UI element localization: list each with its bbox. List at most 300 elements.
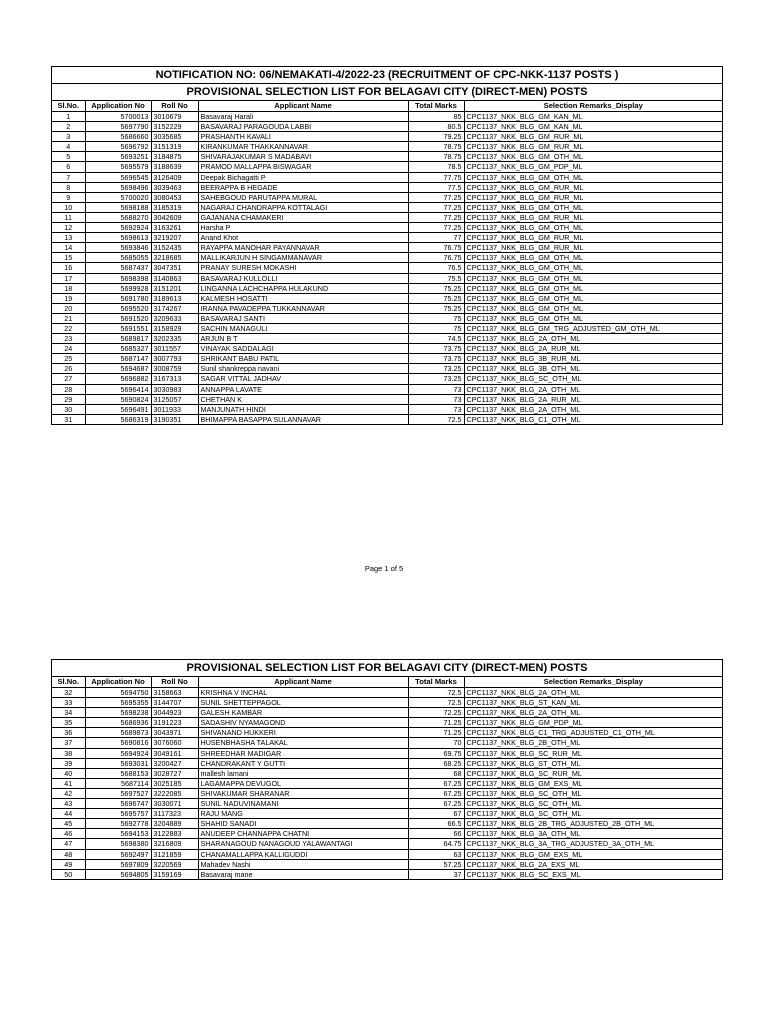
selection-remarks-cell: CPC1137_NKK_BLG_2A_OTH_ML (464, 384, 722, 394)
col-total-marks: Total Marks (408, 101, 464, 112)
total-marks-cell: 78.75 (408, 142, 464, 152)
page-1-sheet (51, 66, 723, 425)
table-row (52, 839, 722, 849)
roll-no-cell: 3049161 (151, 748, 198, 758)
applicant-name-cell: LINGANNA LACHCHAPPA HULAKUND (198, 283, 408, 293)
applicant-name-cell: CHANDRAKANT Y GUTTI (198, 758, 408, 768)
application-no-cell: 5698380 (85, 839, 151, 849)
applicant-name-cell: SAHEBGOUD PARUTAPPA MURAL (198, 192, 408, 202)
applicant-name-cell: IRANNA PAVADEPPA TUKKANNAVAR (198, 303, 408, 313)
table-row (52, 374, 722, 384)
total-marks-cell: 77.25 (408, 192, 464, 202)
sl-no-cell: 29 (52, 394, 85, 404)
application-no-cell: 5695520 (85, 303, 151, 313)
applicant-name-cell: BHIMAPPA BASAPPA SULANNAVAR (198, 414, 408, 424)
roll-no-cell: 3122883 (151, 829, 198, 839)
table-header-row (52, 101, 722, 112)
application-no-cell: 5697809 (85, 859, 151, 869)
total-marks-cell: 76.5 (408, 263, 464, 273)
roll-no-cell: 3011933 (151, 404, 198, 414)
total-marks-cell: 73 (408, 404, 464, 414)
page-number: Page 1 of 5 (364, 564, 404, 573)
table-row (52, 172, 722, 182)
roll-no-cell: 3222085 (151, 788, 198, 798)
selection-remarks-cell: CPC1137_NKK_BLG_2A_OTH_ML (464, 688, 722, 698)
applicant-name-cell: mallesh lamani (198, 768, 408, 778)
sl-no-cell: 1 (52, 112, 85, 122)
application-no-cell: 5686319 (85, 414, 151, 424)
selection-remarks-cell: CPC1137_NKK_BLG_SC_OTH_ML (464, 374, 722, 384)
table-row (52, 809, 722, 819)
selection-remarks-cell: CPC1137_NKK_BLG_GM_RUR_ML (464, 132, 722, 142)
sl-no-cell: 31 (52, 414, 85, 424)
sl-no-cell: 6 (52, 162, 85, 172)
table-row (52, 354, 722, 364)
total-marks-cell: 71.25 (408, 728, 464, 738)
application-no-cell: 5694805 (85, 869, 151, 879)
selection-remarks-cell: CPC1137_NKK_BLG_SC_EXS_ML (464, 869, 722, 879)
selection-remarks-cell: CPC1137_NKK_BLG_GM_RUR_ML (464, 212, 722, 222)
application-no-cell: 5697527 (85, 788, 151, 798)
table-row (52, 253, 722, 263)
table-row (52, 869, 722, 879)
total-marks-cell: 64.75 (408, 839, 464, 849)
applicant-name-cell: MALLIKARJUN H SINGAMMANAVAR (198, 253, 408, 263)
application-no-cell: 5699928 (85, 283, 151, 293)
roll-no-cell: 3158663 (151, 688, 198, 698)
selection-remarks-cell: CPC1137_NKK_BLG_2B_TRG_ADJUSTED_2B_OTH_ML (464, 819, 722, 829)
roll-no-cell: 3188639 (151, 162, 198, 172)
application-no-cell: 5692497 (85, 849, 151, 859)
applicant-name-cell: BASAVARAJ SANTI (198, 313, 408, 323)
total-marks-cell: 79.25 (408, 132, 464, 142)
applicant-name-cell: SADASHIV NYAMAGOND (198, 718, 408, 728)
applicant-name-cell: CHETHAN K (198, 394, 408, 404)
selection-remarks-cell: CPC1137_NKK_BLG_GM_OTH_ML (464, 303, 722, 313)
total-marks-cell: 78.75 (408, 152, 464, 162)
col-roll-no: Roll No (151, 677, 198, 688)
sl-no-cell: 25 (52, 354, 85, 364)
table-row (52, 273, 722, 283)
applicant-name-cell: GAJANANA CHAMAKERI (198, 212, 408, 222)
table-row (52, 223, 722, 233)
sl-no-cell: 18 (52, 283, 85, 293)
roll-no-cell: 3152435 (151, 243, 198, 253)
sl-no-cell: 40 (52, 768, 85, 778)
applicant-name-cell: SUNIL NADUVINAMANI (198, 799, 408, 809)
page-2-sheet (51, 659, 723, 880)
selection-remarks-cell: CPC1137_NKK_BLG_SC_OTH_ML (464, 799, 722, 809)
roll-no-cell: 3010679 (151, 112, 198, 122)
application-no-cell: 5696882 (85, 374, 151, 384)
applicant-name-cell: SHARANAGOUD NANAGOUD YALAWANTAGI (198, 839, 408, 849)
sl-no-cell: 39 (52, 758, 85, 768)
table-row (52, 313, 722, 323)
application-no-cell: 5693031 (85, 758, 151, 768)
application-no-cell: 5693251 (85, 152, 151, 162)
table-row (52, 334, 722, 344)
total-marks-cell: 75.25 (408, 283, 464, 293)
application-no-cell: 5697790 (85, 122, 151, 132)
sl-no-cell: 32 (52, 688, 85, 698)
roll-no-cell: 3220569 (151, 859, 198, 869)
roll-no-cell: 3121859 (151, 849, 198, 859)
total-marks-cell: 72.5 (408, 688, 464, 698)
selection-remarks-cell: CPC1137_NKK_BLG_3A_TRG_ADJUSTED_3A_OTH_ML (464, 839, 722, 849)
selection-table-page-2 (52, 677, 722, 879)
selection-remarks-cell: CPC1137_NKK_BLG_GM_RUR_ML (464, 192, 722, 202)
application-no-cell: 5695757 (85, 809, 151, 819)
application-no-cell: 5696747 (85, 799, 151, 809)
sl-no-cell: 2 (52, 122, 85, 132)
applicant-name-cell: SHRIKANT BABU PATIL (198, 354, 408, 364)
sl-no-cell: 33 (52, 698, 85, 708)
total-marks-cell: 73 (408, 394, 464, 404)
applicant-name-cell: SUNIL SHETTEPPAGOL (198, 698, 408, 708)
application-no-cell: 5696491 (85, 404, 151, 414)
applicant-name-cell: ANNAPPA LAVATE (198, 384, 408, 394)
applicant-name-cell: Deepak Bichagatti P (198, 172, 408, 182)
table-row (52, 829, 722, 839)
applicant-name-cell: HUSENBHASHA TALAKAL (198, 738, 408, 748)
applicant-name-cell: SHAHID SANADI (198, 819, 408, 829)
selection-remarks-cell: CPC1137_NKK_BLG_2A_RUR_ML (464, 394, 722, 404)
sl-no-cell: 4 (52, 142, 85, 152)
table-row (52, 414, 722, 424)
selection-remarks-cell: CPC1137_NKK_BLG_GM_RUR_ML (464, 142, 722, 152)
selection-remarks-cell: CPC1137_NKK_BLG_GM_OTH_ML (464, 202, 722, 212)
table-row (52, 768, 722, 778)
application-no-cell: 5695579 (85, 162, 151, 172)
application-no-cell: 5693846 (85, 243, 151, 253)
applicant-name-cell: GALESH KAMBAR (198, 708, 408, 718)
application-no-cell: 5698188 (85, 202, 151, 212)
total-marks-cell: 78.5 (408, 162, 464, 172)
sl-no-cell: 19 (52, 293, 85, 303)
selection-remarks-cell: CPC1137_NKK_BLG_3A_OTH_ML (464, 829, 722, 839)
roll-no-cell: 3008759 (151, 364, 198, 374)
table-row (52, 323, 722, 333)
roll-no-cell: 3126409 (151, 172, 198, 182)
table-row (52, 142, 722, 152)
roll-no-cell: 3151201 (151, 283, 198, 293)
sl-no-cell: 9 (52, 192, 85, 202)
applicant-name-cell: Harsha P (198, 223, 408, 233)
roll-no-cell: 3216809 (151, 839, 198, 849)
col-application-no: Application No (85, 101, 151, 112)
application-no-cell: 5685327 (85, 344, 151, 354)
total-marks-cell: 73 (408, 384, 464, 394)
total-marks-cell: 75 (408, 313, 464, 323)
col-applicant-name: Applicant Name (198, 101, 408, 112)
application-no-cell: 5686660 (85, 132, 151, 142)
table-row (52, 384, 722, 394)
sl-no-cell: 43 (52, 799, 85, 809)
roll-no-cell: 3204889 (151, 819, 198, 829)
applicant-name-cell: BASAVARAJ PARAGOUDA LABBI (198, 122, 408, 132)
roll-no-cell: 3151319 (151, 142, 198, 152)
selection-remarks-cell: CPC1137_NKK_BLG_2B_OTH_ML (464, 738, 722, 748)
sl-no-cell: 22 (52, 323, 85, 333)
applicant-name-cell: VINAYAK SADDALAGI (198, 344, 408, 354)
selection-remarks-cell: CPC1137_NKK_BLG_GM_OTH_ML (464, 223, 722, 233)
application-no-cell: 5687437 (85, 263, 151, 273)
total-marks-cell: 77.5 (408, 182, 464, 192)
selection-remarks-cell: CPC1137_NKK_BLG_GM_OTH_ML (464, 283, 722, 293)
application-no-cell: 5687147 (85, 354, 151, 364)
roll-no-cell: 3167313 (151, 374, 198, 384)
total-marks-cell: 67.25 (408, 778, 464, 788)
sl-no-cell: 46 (52, 829, 85, 839)
application-no-cell: 5691780 (85, 293, 151, 303)
total-marks-cell: 70 (408, 738, 464, 748)
sl-no-cell: 16 (52, 263, 85, 273)
application-no-cell: 5688153 (85, 768, 151, 778)
table-row (52, 728, 722, 738)
col-sl-no: Sl.No. (52, 677, 85, 688)
selection-remarks-cell: CPC1137_NKK_BLG_2A_OTH_ML (464, 404, 722, 414)
sl-no-cell: 50 (52, 869, 85, 879)
applicant-name-cell: Mahadev Nashi (198, 859, 408, 869)
total-marks-cell: 72.5 (408, 414, 464, 424)
applicant-name-cell: BASAVARAJ KULLOLLI (198, 273, 408, 283)
sl-no-cell: 28 (52, 384, 85, 394)
roll-no-cell: 3218685 (151, 253, 198, 263)
notification-title: NOTIFICATION NO: 06/NEMAKATI-4/2022-23 (RECRUITMENT OF CPC-NKK-1137 POSTS ) (52, 67, 722, 84)
sl-no-cell: 11 (52, 212, 85, 222)
applicant-name-cell: SHIVARAJAKUMAR S MADABAVI (198, 152, 408, 162)
roll-no-cell: 3076060 (151, 738, 198, 748)
application-no-cell: 5689873 (85, 728, 151, 738)
selection-remarks-cell: CPC1137_NKK_BLG_SC_RUR_ML (464, 768, 722, 778)
table-row (52, 364, 722, 374)
total-marks-cell: 72.5 (408, 698, 464, 708)
applicant-name-cell: Basavaraj Harali (198, 112, 408, 122)
table-row (52, 112, 722, 122)
applicant-name-cell: SACHIN MANAGULI (198, 323, 408, 333)
total-marks-cell: 73.75 (408, 344, 464, 354)
table-row (52, 778, 722, 788)
applicant-name-cell: Anand Khot (198, 233, 408, 243)
applicant-name-cell: KIRANKUMAR THAKKANNAVAR (198, 142, 408, 152)
total-marks-cell: 77.25 (408, 223, 464, 233)
total-marks-cell: 71.25 (408, 718, 464, 728)
application-no-cell: 5692924 (85, 223, 151, 233)
roll-no-cell: 3209633 (151, 313, 198, 323)
applicant-name-cell: KRISHNA V INCHAL (198, 688, 408, 698)
table-row (52, 404, 722, 414)
sl-no-cell: 38 (52, 748, 85, 758)
total-marks-cell: 85 (408, 112, 464, 122)
selection-remarks-cell: CPC1137_NKK_BLG_ST_OTH_ML (464, 758, 722, 768)
roll-no-cell: 3185319 (151, 202, 198, 212)
applicant-name-cell: RAYAPPA MANOHAR PAYANNAVAR (198, 243, 408, 253)
application-no-cell: 5696792 (85, 142, 151, 152)
application-no-cell: 5692778 (85, 819, 151, 829)
table-row (52, 698, 722, 708)
roll-no-cell: 3030071 (151, 799, 198, 809)
table-row (52, 263, 722, 273)
application-no-cell: 5695355 (85, 698, 151, 708)
table-row (52, 233, 722, 243)
table-row (52, 283, 722, 293)
selection-remarks-cell: CPC1137_NKK_BLG_ST_KAN_ML (464, 698, 722, 708)
table-row (52, 748, 722, 758)
application-no-cell: 5698398 (85, 273, 151, 283)
roll-no-cell: 3159169 (151, 869, 198, 879)
selection-remarks-cell: CPC1137_NKK_BLG_GM_KAN_ML (464, 122, 722, 132)
selection-remarks-cell: CPC1137_NKK_BLG_GM_OTH_ML (464, 293, 722, 303)
selection-remarks-cell: CPC1137_NKK_BLG_GM_OTH_ML (464, 313, 722, 323)
applicant-name-cell: LAGAMAPPA DEVUGOL (198, 778, 408, 788)
applicant-name-cell: SHIVANAND HUKKERI (198, 728, 408, 738)
selection-remarks-cell: CPC1137_NKK_BLG_GM_RUR_ML (464, 233, 722, 243)
total-marks-cell: 72.25 (408, 708, 464, 718)
table-row (52, 688, 722, 698)
applicant-name-cell: KALMESH HOSATTI (198, 293, 408, 303)
roll-no-cell: 3158929 (151, 323, 198, 333)
total-marks-cell: 74.5 (408, 334, 464, 344)
table-row (52, 819, 722, 829)
sl-no-cell: 7 (52, 172, 85, 182)
roll-no-cell: 3219207 (151, 233, 198, 243)
applicant-name-cell: BEERAPPA B HEGADE (198, 182, 408, 192)
roll-no-cell: 3080453 (151, 192, 198, 202)
table-row (52, 799, 722, 809)
sl-no-cell: 30 (52, 404, 85, 414)
applicant-name-cell: PRASHANTH KAVALI (198, 132, 408, 142)
selection-remarks-cell: CPC1137_NKK_BLG_GM_PDP_ML (464, 162, 722, 172)
selection-remarks-cell: CPC1137_NKK_BLG_2A_RUR_ML (464, 344, 722, 354)
sl-no-cell: 36 (52, 728, 85, 738)
sl-no-cell: 27 (52, 374, 85, 384)
table-row (52, 293, 722, 303)
roll-no-cell: 3125057 (151, 394, 198, 404)
sl-no-cell: 49 (52, 859, 85, 869)
table-row (52, 758, 722, 768)
applicant-name-cell: CHANAMALLAPPA KALLIGUDDI (198, 849, 408, 859)
applicant-name-cell: PRAMOD MALLAPPA BISWAGAR (198, 162, 408, 172)
roll-no-cell: 3043971 (151, 728, 198, 738)
roll-no-cell: 3028727 (151, 768, 198, 778)
total-marks-cell: 75.5 (408, 273, 464, 283)
applicant-name-cell: RAJU MANG (198, 809, 408, 819)
col-roll-no: Roll No (151, 101, 198, 112)
roll-no-cell: 3184875 (151, 152, 198, 162)
table-row (52, 152, 722, 162)
selection-remarks-cell: CPC1137_NKK_BLG_GM_RUR_ML (464, 182, 722, 192)
roll-no-cell: 3190351 (151, 414, 198, 424)
sl-no-cell: 41 (52, 778, 85, 788)
selection-remarks-cell: CPC1137_NKK_BLG_2A_OTH_ML (464, 708, 722, 718)
applicant-name-cell: PRANAY SURESH MOKASHI (198, 263, 408, 273)
sl-no-cell: 48 (52, 849, 85, 859)
table-row (52, 212, 722, 222)
total-marks-cell: 67.25 (408, 799, 464, 809)
roll-no-cell: 3200427 (151, 758, 198, 768)
application-no-cell: 5694687 (85, 364, 151, 374)
table-row (52, 849, 722, 859)
roll-no-cell: 3025185 (151, 778, 198, 788)
selection-remarks-cell: CPC1137_NKK_BLG_GM_OTH_ML (464, 172, 722, 182)
table-row (52, 718, 722, 728)
total-marks-cell: 76.75 (408, 253, 464, 263)
roll-no-cell: 3174267 (151, 303, 198, 313)
roll-no-cell: 3030983 (151, 384, 198, 394)
application-no-cell: 5694924 (85, 748, 151, 758)
roll-no-cell: 3042609 (151, 212, 198, 222)
col-selection-remarks: Selection Remarks_Display (464, 677, 722, 688)
selection-remarks-cell: CPC1137_NKK_BLG_GM_PDP_ML (464, 718, 722, 728)
selection-remarks-cell: CPC1137_NKK_BLG_SC_RUR_ML (464, 748, 722, 758)
col-application-no: Application No (85, 677, 151, 688)
sl-no-cell: 10 (52, 202, 85, 212)
sl-no-cell: 5 (52, 152, 85, 162)
application-no-cell: 5696545 (85, 172, 151, 182)
application-no-cell: 5694153 (85, 829, 151, 839)
total-marks-cell: 77.25 (408, 202, 464, 212)
total-marks-cell: 73.25 (408, 364, 464, 374)
total-marks-cell: 63 (408, 849, 464, 859)
total-marks-cell: 73.25 (408, 374, 464, 384)
col-total-marks: Total Marks (408, 677, 464, 688)
total-marks-cell: 68 (408, 768, 464, 778)
table-row (52, 738, 722, 748)
sl-no-cell: 12 (52, 223, 85, 233)
application-no-cell: 5685055 (85, 253, 151, 263)
roll-no-cell: 3035685 (151, 132, 198, 142)
total-marks-cell: 80.5 (408, 122, 464, 132)
table-row (52, 162, 722, 172)
sl-no-cell: 3 (52, 132, 85, 142)
total-marks-cell: 73.75 (408, 354, 464, 364)
roll-no-cell: 3117323 (151, 809, 198, 819)
selection-remarks-cell: CPC1137_NKK_BLG_GM_OTH_ML (464, 263, 722, 273)
application-no-cell: 5690816 (85, 738, 151, 748)
application-no-cell: 5691551 (85, 323, 151, 333)
application-no-cell: 5691520 (85, 313, 151, 323)
total-marks-cell: 69.75 (408, 748, 464, 758)
col-selection-remarks: Selection Remarks_Display (464, 101, 722, 112)
total-marks-cell: 75.25 (408, 293, 464, 303)
selection-remarks-cell: CPC1137_NKK_BLG_SC_OTH_ML (464, 809, 722, 819)
total-marks-cell: 75 (408, 323, 464, 333)
table-body-page-1 (52, 112, 722, 424)
table-row (52, 859, 722, 869)
table-row (52, 243, 722, 253)
applicant-name-cell: SHIVAKUMAR SHARANAR (198, 788, 408, 798)
col-applicant-name: Applicant Name (198, 677, 408, 688)
selection-remarks-cell: CPC1137_NKK_BLG_C1_TRG_ADJUSTED_C1_OTH_ML (464, 728, 722, 738)
roll-no-cell: 3163261 (151, 223, 198, 233)
selection-remarks-cell: CPC1137_NKK_BLG_2A_EXS_ML (464, 859, 722, 869)
applicant-name-cell: Basavaraj mane (198, 869, 408, 879)
list-title: PROVISIONAL SELECTION LIST FOR BELAGAVI CITY (DIRECT-MEN) POSTS (52, 84, 722, 101)
roll-no-cell: 3007793 (151, 354, 198, 364)
sl-no-cell: 47 (52, 839, 85, 849)
total-marks-cell: 67.25 (408, 788, 464, 798)
roll-no-cell: 3152229 (151, 122, 198, 132)
selection-remarks-cell: CPC1137_NKK_BLG_GM_OTH_ML (464, 152, 722, 162)
selection-table-page-1 (52, 101, 722, 424)
sl-no-cell: 13 (52, 233, 85, 243)
sl-no-cell: 20 (52, 303, 85, 313)
roll-no-cell: 3011557 (151, 344, 198, 354)
selection-remarks-cell: CPC1137_NKK_BLG_C1_OTH_ML (464, 414, 722, 424)
sl-no-cell: 23 (52, 334, 85, 344)
table-row (52, 182, 722, 192)
sl-no-cell: 42 (52, 788, 85, 798)
